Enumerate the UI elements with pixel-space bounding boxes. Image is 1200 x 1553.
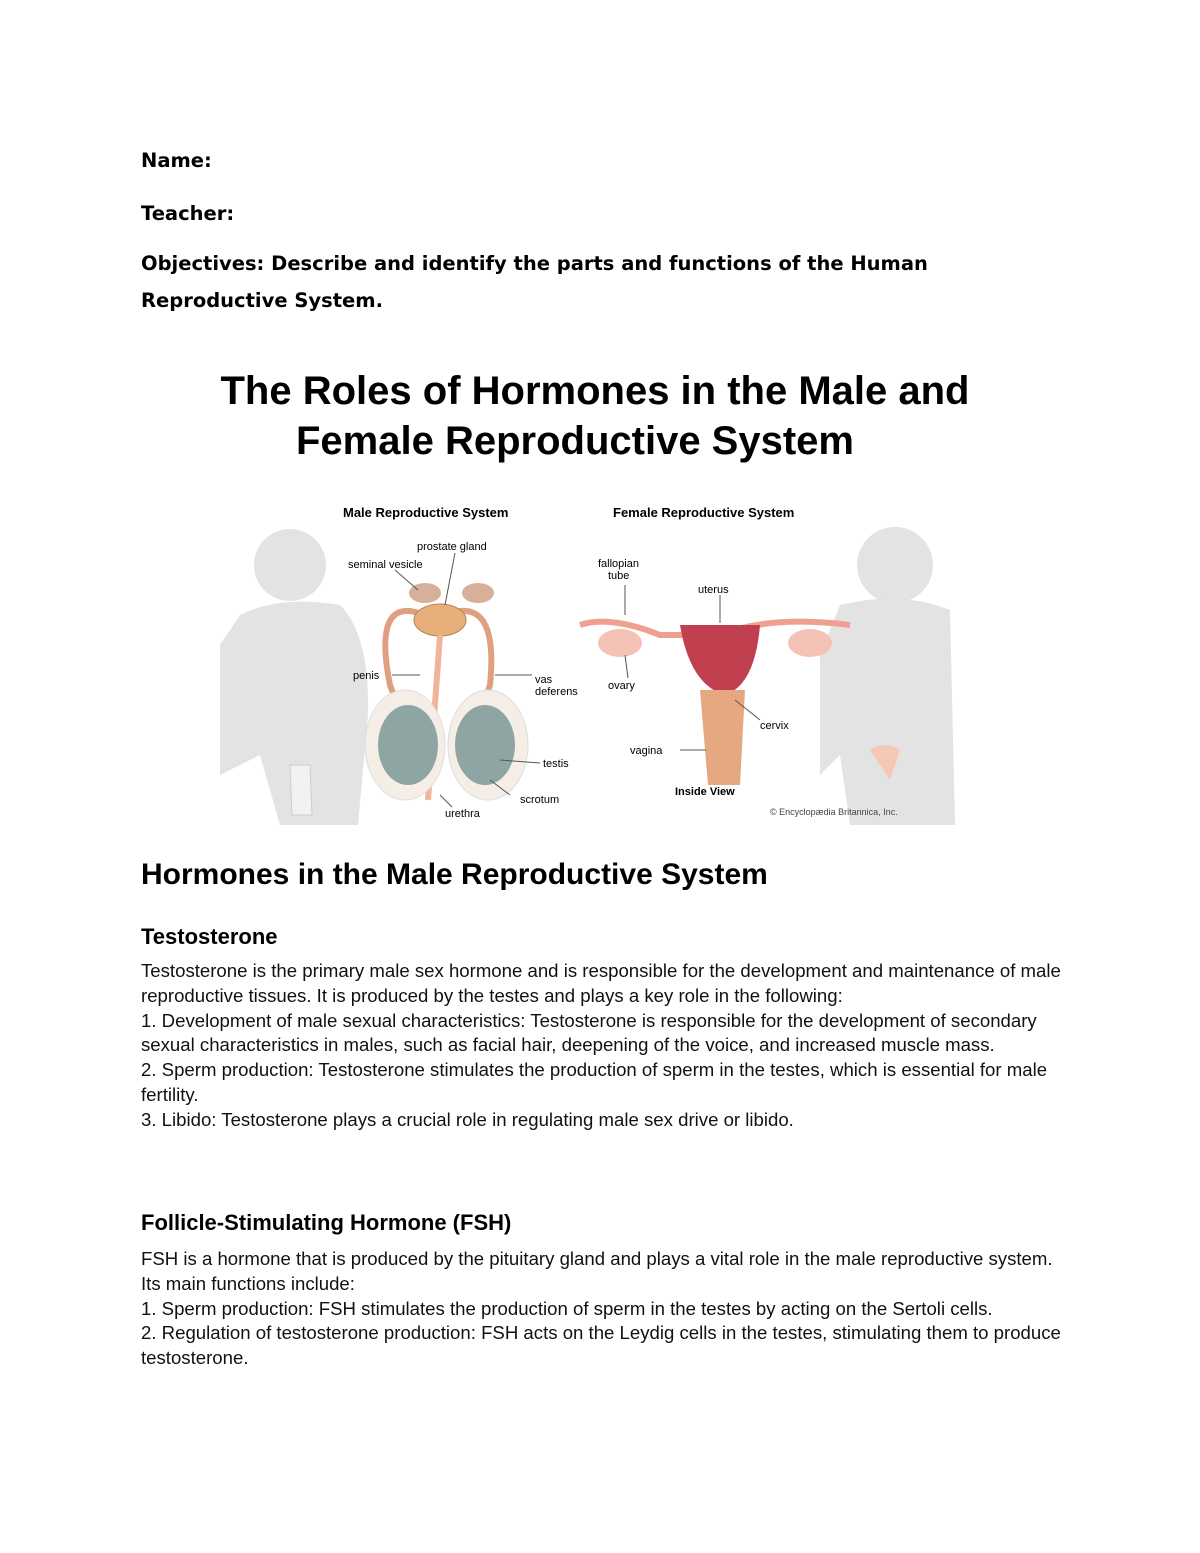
uterus-shape — [680, 625, 760, 695]
teacher-field-label: Teacher: — [141, 202, 235, 225]
label-urethra: urethra — [445, 808, 480, 820]
reproductive-system-diagram — [220, 495, 960, 825]
fsh-intro: FSH is a hormone that is produced by the pituitary gland and plays a vital role in the male reproductive system. Its main functions include: — [141, 1248, 1053, 1294]
objectives-text: Objectives: Describe and identify the parts and functions of the Human Reproductive System. — [141, 252, 928, 312]
female-silhouette — [820, 527, 955, 825]
list-item: 2. Regulation of testosterone production: FSH acts on the Leydig cells in the testes, stimulating them to produce testosterone. — [141, 1322, 1061, 1369]
fsh-heading: Follicle-Stimulating Hormone (FSH) — [141, 1210, 512, 1235]
list-item: 3. Libido: Testosterone plays a crucial role in regulating male sex drive or libido. — [141, 1108, 794, 1130]
label-vagina: vagina — [630, 745, 663, 757]
male-silhouette — [220, 529, 368, 825]
credit-text: © Encyclopædia Britannica, Inc. — [770, 807, 898, 817]
label-penis: penis — [353, 670, 380, 682]
label-cervix: cervix — [760, 720, 789, 732]
page-title-line-1: The Roles of Hormones in the Male and — [220, 369, 970, 413]
label-tube: tube — [608, 570, 630, 582]
male-diagram-title: Male Reproductive System — [343, 505, 509, 520]
label-fallopian: fallopian — [598, 558, 639, 570]
fsh-body — [141, 1247, 1066, 1371]
label-seminal-vesicle: seminal vesicle — [348, 559, 423, 571]
testosterone-intro: Testosterone is the primary male sex hormone and is responsible for the development and maintenance of male reproductive tissues. It is produced by the testes and plays a key role in the following: — [141, 960, 1061, 1006]
testosterone-body — [141, 959, 1066, 1133]
list-item: 1. Sperm production: FSH stimulates the production of sperm in the testes by acting on the Sertoli cells. — [141, 1297, 993, 1319]
label-scrotum: scrotum — [520, 794, 560, 806]
label-ovary: ovary — [608, 680, 635, 692]
right-testis — [455, 705, 515, 785]
list-item: 2. Sperm production: Testosterone stimulates the production of sperm in the testes, which is essential for male fertility. — [141, 1059, 1048, 1105]
label-vas: vas — [535, 674, 553, 686]
left-testis — [378, 705, 438, 785]
label-deferens: deferens — [535, 686, 578, 698]
male-section-heading: Hormones in the Male Reproductive System — [141, 858, 768, 891]
label-testis: testis — [543, 758, 569, 770]
name-field-label: Name: — [141, 149, 212, 172]
male-organs — [365, 583, 528, 800]
testosterone-heading: Testosterone — [141, 924, 278, 949]
label-uterus: uterus — [698, 584, 729, 596]
list-item: 1. Development of male sexual characteristics: Testosterone is responsible for the development of secondary sexual characteristics in males, such as facial hair, deepening of the voice, and increased muscle mass. — [141, 1009, 1037, 1056]
female-organs — [580, 622, 850, 785]
label-inside-view: Inside View — [675, 786, 735, 798]
label-prostate-gland: prostate gland — [417, 541, 487, 553]
page-title-line-2: Female Reproductive System — [296, 419, 854, 463]
female-diagram-title: Female Reproductive System — [613, 505, 795, 520]
